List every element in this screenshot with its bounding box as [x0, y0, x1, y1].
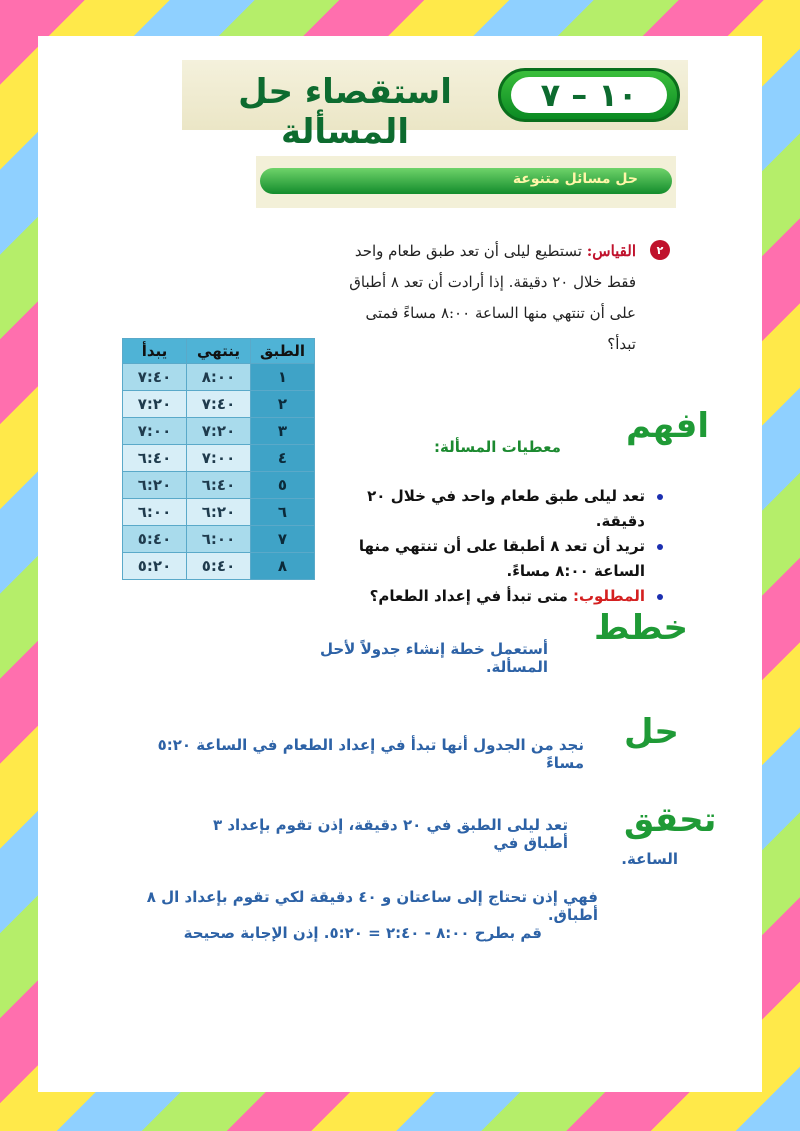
schedule-table: [122, 338, 315, 580]
table-row: [123, 364, 315, 391]
cell-start: ٥:٤٠: [123, 526, 187, 553]
table-row: [123, 553, 315, 580]
solve-text: نجد من الجدول أنها تبدأ في إعداد الطعام في الساعة ٥:٢٠ مساءً: [157, 736, 584, 772]
problem-text: تستطيع ليلى أن تعد طبق طعام واحد فقط خلال ٢٠ دقيقة. إذا أرادت أن تعد ٨ أطباق على أن تنتهي منها الساعة ٨:٠٠ مساءً فمتى تبدأ؟: [349, 242, 636, 353]
cell-dish: ١: [251, 364, 315, 391]
cell-end: ٧:٤٠: [187, 391, 251, 418]
solve-heading: حل: [624, 712, 679, 752]
cell-end: ٧:٢٠: [187, 418, 251, 445]
check-line-2: فهي إذن تحتاج إلى ساعتان و ٤٠ دقيقة لكي تقوم بإعداد ال ٨ أطباق.: [146, 888, 598, 924]
required-label: المطلوب:: [572, 587, 645, 605]
table-row: [123, 391, 315, 418]
cell-start: ٥:٢٠: [123, 553, 187, 580]
cell-start: ٧:٠٠: [123, 418, 187, 445]
problem-number: ٢: [650, 240, 670, 260]
check-heading: تحقق: [624, 800, 717, 840]
cell-dish: ٨: [251, 553, 315, 580]
table-header-row: [123, 339, 315, 364]
givens-title: معطيات المسألة:: [434, 438, 561, 456]
list-item: [328, 584, 663, 609]
section-pill: [260, 168, 672, 194]
givens-list: [328, 484, 663, 609]
header-end: ينتهي: [187, 339, 251, 364]
table-row: [123, 418, 315, 445]
plan-text: أستعمل خطة إنشاء جدولاً لأحل المسألة.: [319, 640, 548, 676]
header-dish: الطبق: [251, 339, 315, 364]
plan-heading: خطط: [594, 608, 689, 648]
lesson-title: استقصاء حل المسألة: [238, 72, 452, 152]
required-text: متى تبدأ في إعداد الطعام؟: [369, 587, 573, 605]
cell-start: ٧:٢٠: [123, 391, 187, 418]
list-item: تعد ليلى طبق طعام واحد في خلال ٢٠ دقيقة.: [328, 484, 663, 534]
lesson-number-pill: [498, 68, 680, 122]
cell-dish: ٧: [251, 526, 315, 553]
cell-start: ٦:٢٠: [123, 472, 187, 499]
section-banner: [256, 156, 676, 208]
lesson-number: ١٠ – ٧: [511, 77, 667, 113]
cell-dish: ٢: [251, 391, 315, 418]
cell-dish: ٤: [251, 445, 315, 472]
cell-dish: ٣: [251, 418, 315, 445]
check-line-1: تعد ليلى الطبق في ٢٠ دقيقة، إذن تقوم بإعداد ٣ أطباق في: [212, 816, 568, 852]
lesson-title-banner: [182, 60, 688, 152]
table-row: [123, 499, 315, 526]
problem-statement: [338, 236, 636, 360]
header-start: يبدأ: [123, 339, 187, 364]
cell-end: ٧:٠٠: [187, 445, 251, 472]
cell-start: ٦:٠٠: [123, 499, 187, 526]
section-label: حل مسائل متنوعة: [512, 171, 638, 187]
cell-dish: ٥: [251, 472, 315, 499]
problem-keyword: القياس:: [586, 242, 636, 260]
cell-end: ٦:٠٠: [187, 526, 251, 553]
table-row: [123, 472, 315, 499]
cell-start: ٧:٤٠: [123, 364, 187, 391]
cell-end: ٨:٠٠: [187, 364, 251, 391]
cell-start: ٦:٤٠: [123, 445, 187, 472]
cell-end: ٥:٤٠: [187, 553, 251, 580]
check-line-1b: الساعة.: [621, 850, 678, 868]
cell-end: ٦:٢٠: [187, 499, 251, 526]
table-row: [123, 526, 315, 553]
cell-dish: ٦: [251, 499, 315, 526]
table-row: [123, 445, 315, 472]
understand-heading: افهم: [626, 406, 710, 446]
list-item: تريد أن تعد ٨ أطبقا على أن تنتهي منها الساعة ٨:٠٠ مساءً.: [328, 534, 663, 584]
worksheet-page: [38, 36, 762, 1092]
cell-end: ٦:٤٠: [187, 472, 251, 499]
check-line-3: قم بطرح ٨:٠٠ - ٢:٤٠ = ٥:٢٠. إذن الإجابة صحيحة: [183, 924, 542, 942]
